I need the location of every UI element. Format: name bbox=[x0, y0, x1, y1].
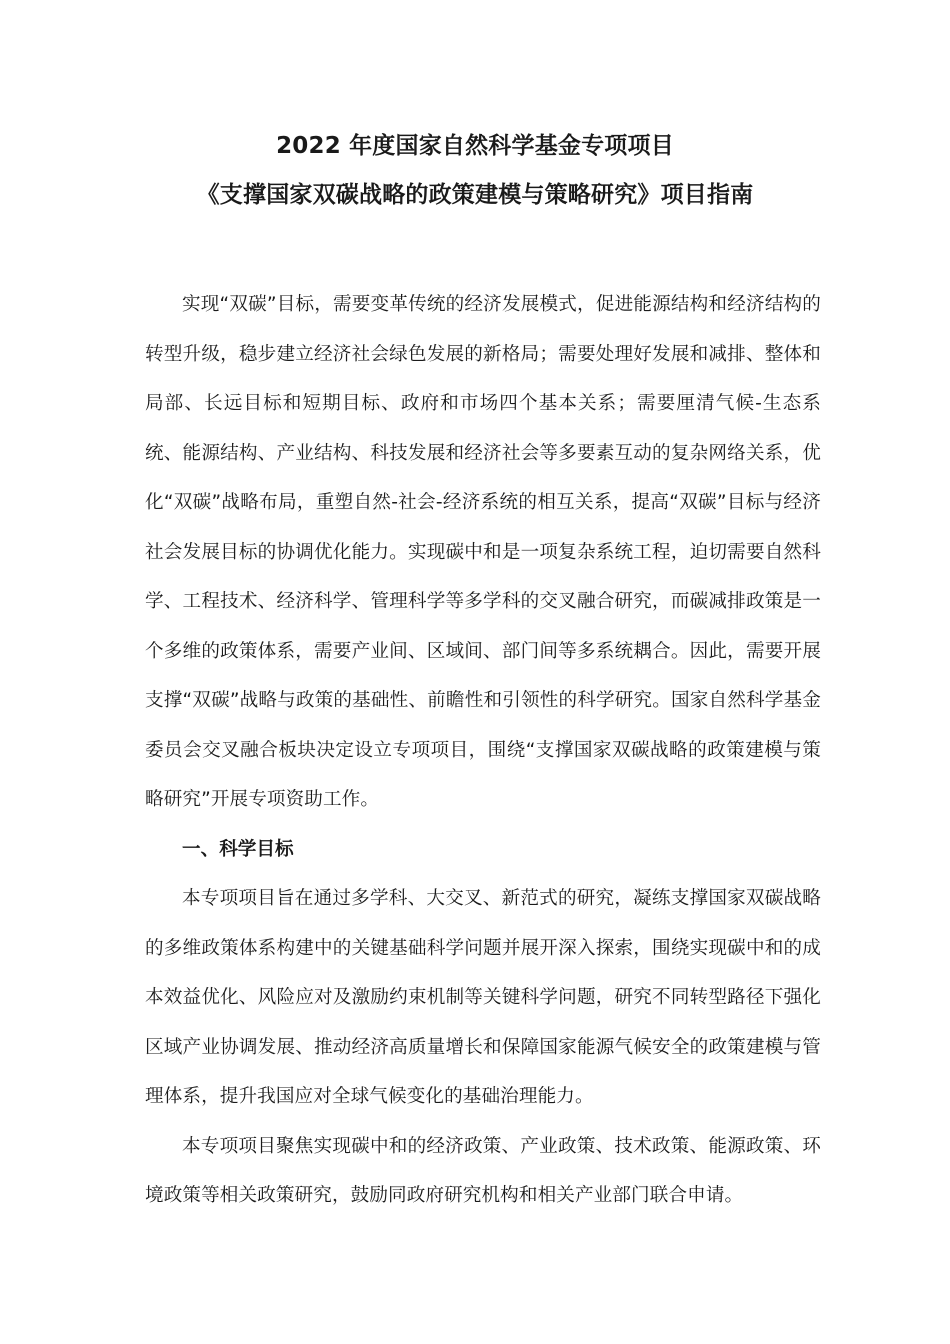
section-paragraph-1: 本专项项目旨在通过多学科、大交叉、新范式的研究，凝练支撑国家双碳战略的多维政策体系构建中的关键基础科学问题并展开深入探索，围绕实现碳中和的成本效益优化、风险应对及激励约束机制等关键科学问题，研究不同转型路径下强化区域产业协调发展、推动经济高质量增长和保障国家能源气候安全的政策建模与管理体系，提升我国应对全球气候变化的基础治理能力。 bbox=[145, 888, 821, 1107]
intro-paragraph: 实现“双碳”目标，需要变革传统的经济发展模式，促进能源结构和经济结构的转型升级，稳步建立经济社会绿色发展的新格局；需要处理好发展和减排、整体和局部、长远目标和短期目标、政府和市场四个基本关系；需要厘清气候-生态系统、能源结构、产业结构、科技发展和经济社会等多要素互动的复杂网络关系，优化“双碳”战略布局，重塑自然-社会-经济系统的相互关系，提高“双碳”目标与经济社会发展目标的协调优化能力。实现碳中和是一项复杂系统工程，迫切需要自然科学、工程技术、经济科学、管理科学等多学科的交叉融合研究，而碳减排政策是一个多维的政策体系，需要产业间、区域间、部门间等多系统耦合。因此，需要开展支撑“双碳”战略与政策的基础性、前瞻性和引领性的科学研究。国家自然科学基金委员会交叉融合板块决定设立专项项目，围绕“支撑国家双碳战略的政策建模与策略研究”开展专项资助工作。 bbox=[145, 294, 821, 810]
title-line-1: 2022 年度国家自然科学基金专项项目 bbox=[276, 133, 674, 159]
title-line-2: 《支撑国家双碳战略的政策建模与策略研究》项目指南 bbox=[196, 182, 754, 208]
document-title bbox=[0, 134, 950, 208]
section-paragraph-2: 本专项项目聚焦实现碳中和的经济政策、产业政策、技术政策、能源政策、环境政策等相关政策研究，鼓励同政府研究机构和相关产业部门联合申请。 bbox=[145, 1135, 821, 1206]
document-body bbox=[145, 280, 821, 1221]
section-heading-scientific-goals: 一、科学目标 bbox=[182, 838, 294, 860]
